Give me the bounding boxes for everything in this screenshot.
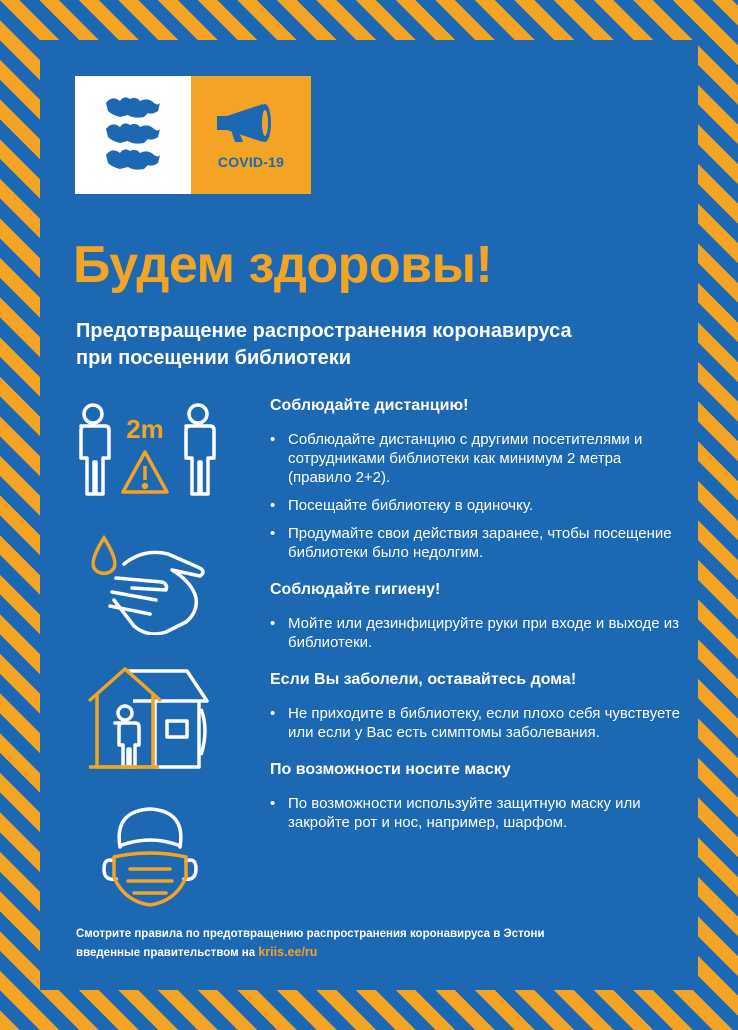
- section-heading: По возможности носите маску: [270, 761, 511, 778]
- subtitle: [76, 318, 656, 372]
- hand-wash-icon: [90, 530, 208, 635]
- bullet-list: [270, 614, 680, 652]
- bullet-list: [270, 430, 680, 562]
- footer-line-1: Смотрите правила по предотвращению распространения коронавируса в Эстони: [76, 928, 545, 940]
- megaphone-icon: [213, 100, 289, 146]
- section-mask: [270, 760, 680, 832]
- footer-note: [76, 925, 676, 962]
- logo-block: [75, 76, 311, 194]
- list-item: • По возможности используйте защитную маску или закройте рот и нос, например, шарфом.: [270, 794, 680, 832]
- covid-label: COVID-19: [217, 154, 285, 170]
- list-item: • Мойте или дезинфицируйте руки при входе и выходе из библиотеки.: [270, 614, 680, 652]
- section-hygiene: [270, 580, 680, 652]
- stay-home-icon: [85, 665, 213, 773]
- subtitle-line-2: при посещении библиотеки: [76, 347, 352, 369]
- list-item: • Соблюдайте дистанцию с другими посетителями и сотрудниками библиотеки как минимум 2 метра (правило 2+2).: [270, 430, 680, 487]
- bullet-list: [270, 704, 680, 742]
- three-lions-icon: [98, 93, 168, 177]
- distance-icon: [73, 400, 218, 500]
- list-item: • Посещайте библиотеку в одиночку.: [270, 496, 680, 515]
- section-distance: [270, 396, 680, 562]
- kriis-link[interactable]: kriis.ee/ru: [258, 945, 318, 959]
- estonian-coat-of-arms-logo: [75, 76, 191, 194]
- covid-badge: [191, 76, 311, 194]
- page-title: Будем здоровы!: [73, 236, 493, 294]
- list-item: • Продумайте свои действия заранее, чтобы посещение библиотеки было недолгим.: [270, 524, 680, 562]
- poster-panel: [40, 40, 698, 990]
- guidelines-list: [270, 396, 680, 850]
- bullet-list: [270, 794, 680, 832]
- section-heading: Соблюдайте гигиену!: [270, 581, 441, 598]
- subtitle-line-1: Предотвращение распространения коронавируса: [76, 320, 572, 342]
- face-mask-icon: [100, 805, 200, 913]
- section-heading: Соблюдайте дистанцию!: [270, 397, 469, 414]
- section-stay-home: [270, 670, 680, 742]
- distance-label: 2m: [126, 414, 164, 444]
- list-item: • Не приходите в библиотеку, если плохо себя чувствуете или если у Вас есть симптомы заболевания.: [270, 704, 680, 742]
- footer-line-2: введенные правительством на: [76, 947, 256, 959]
- section-heading: Если Вы заболели, оставайтесь дома!: [270, 671, 577, 688]
